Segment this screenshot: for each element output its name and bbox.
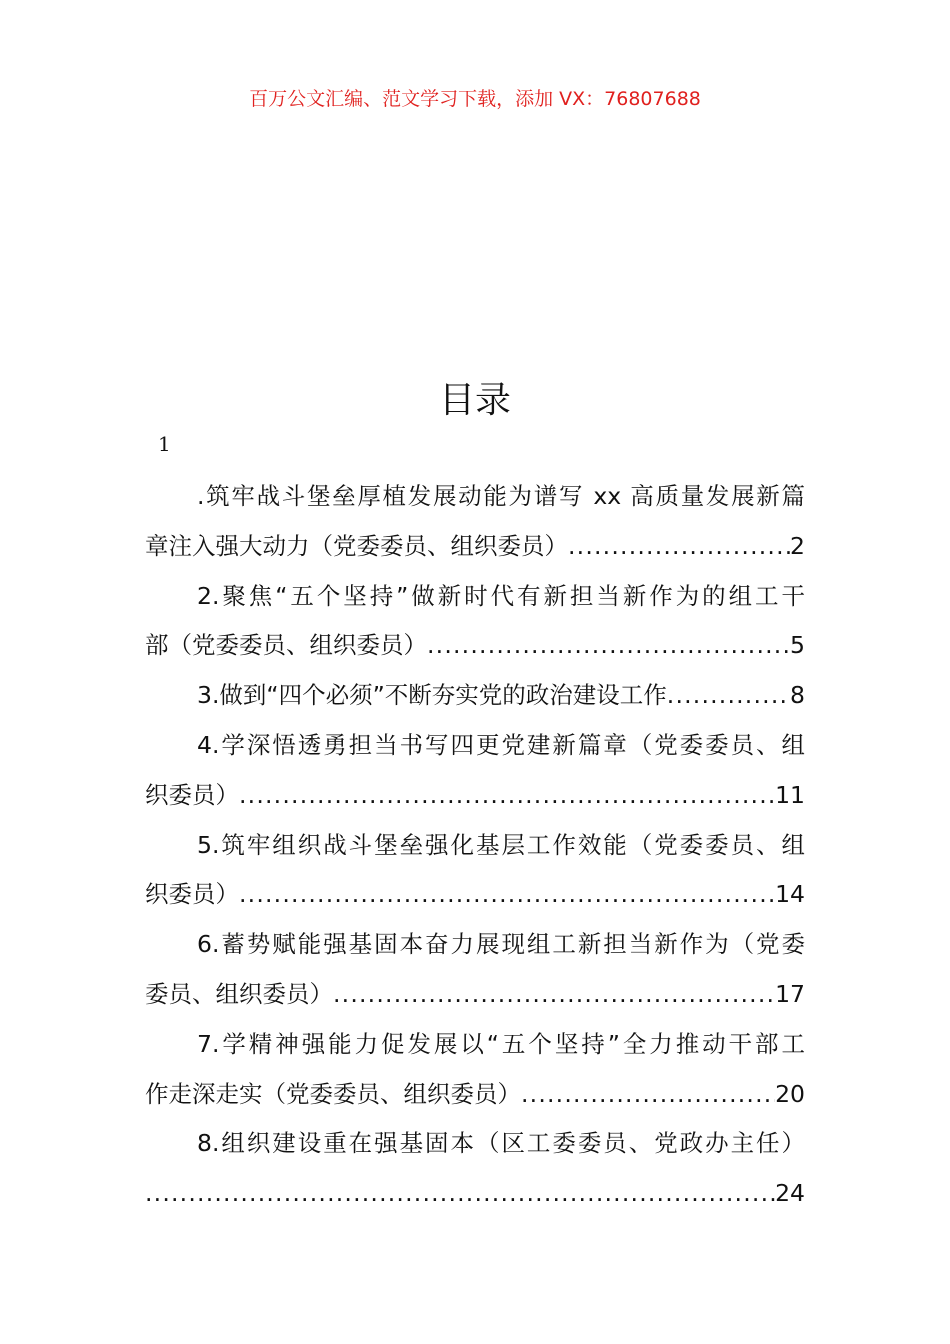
page-number: 2 (790, 531, 805, 560)
toc-entry-title-cont: 部（党委委员、组织委员） (145, 631, 427, 660)
toc-entry[interactable] (145, 821, 805, 921)
toc-entry-leader-line (145, 970, 805, 1020)
toc-entry-leader-line (145, 771, 805, 821)
toc-entry-leader-line (145, 522, 805, 572)
toc-entry-title: 2.聚焦“五个坚持”做新时代有新担当新作为的组工干 (197, 581, 805, 610)
toc-entry-title-cont: 章注入强大动力（党委委员、组织委员） (145, 531, 568, 560)
dot-leader (239, 870, 775, 920)
toc-entry-leader-line (145, 1070, 805, 1120)
dot-leader (239, 771, 775, 821)
page-number: 5 (790, 631, 805, 660)
toc-entry[interactable] (145, 572, 805, 672)
dot-leader (427, 621, 790, 671)
toc-entry-title-cont: 委员、组织委员） (145, 979, 333, 1008)
toc-entry[interactable] (145, 671, 805, 721)
toc-entry[interactable] (145, 920, 805, 1020)
toc-entry-title: 5.筑牢组织战斗堡垒强化基层工作效能（党委委员、组 (197, 830, 805, 859)
page-number: 20 (775, 1079, 805, 1108)
table-of-contents (145, 472, 805, 1219)
toc-entry[interactable] (145, 1119, 805, 1219)
toc-entry-leader-line (145, 870, 805, 920)
page-number: 8 (790, 681, 805, 710)
list-number: 1 (158, 432, 171, 456)
dot-leader (568, 522, 790, 572)
dot-leader (667, 671, 790, 721)
toc-entry-title: 4.学深悟透勇担当书写四更党建新篇章（党委委员、组 (197, 730, 805, 759)
toc-entry-leader-line (145, 671, 805, 721)
toc-entry-title-cont: 织委员） (145, 880, 239, 909)
toc-entry[interactable] (145, 1020, 805, 1120)
toc-entry-title: .筑牢战斗堡垒厚植发展动能为谱写 xx 高质量发展新篇 (197, 482, 805, 510)
page-number: 11 (775, 780, 805, 809)
dot-leader (521, 1070, 775, 1120)
watermark-header: 百万公文汇编、范文学习下载，添加 VX：76807688 (249, 88, 701, 110)
page-title: 目录 (438, 380, 511, 421)
toc-entry-leader-line (145, 1169, 805, 1219)
toc-entry-title: 7.学精神强能力促发展以“五个坚持”全力推动干部工 (197, 1029, 805, 1058)
page-number: 17 (775, 979, 805, 1008)
toc-entry-title-cont: 3.做到“四个必须”不断夯实党的政治建设工作 (197, 681, 667, 710)
toc-entry-title: 8.组织建设重在强基固本（区工委委员、党政办主任） (197, 1129, 805, 1158)
page-number: 14 (775, 880, 805, 909)
toc-entry-leader-line (145, 621, 805, 671)
page-number: 24 (775, 1179, 805, 1208)
toc-entry-title: 6.蓄势赋能强基固本奋力展现组工新担当新作为（党委 (197, 930, 805, 959)
dot-leader (333, 970, 775, 1020)
toc-entry-title-cont: 作走深走实（党委委员、组织委员） (145, 1079, 521, 1108)
toc-entry[interactable] (145, 472, 805, 572)
toc-entry[interactable] (145, 721, 805, 821)
toc-entry-title-cont: 织委员） (145, 780, 239, 809)
dot-leader (145, 1169, 775, 1219)
